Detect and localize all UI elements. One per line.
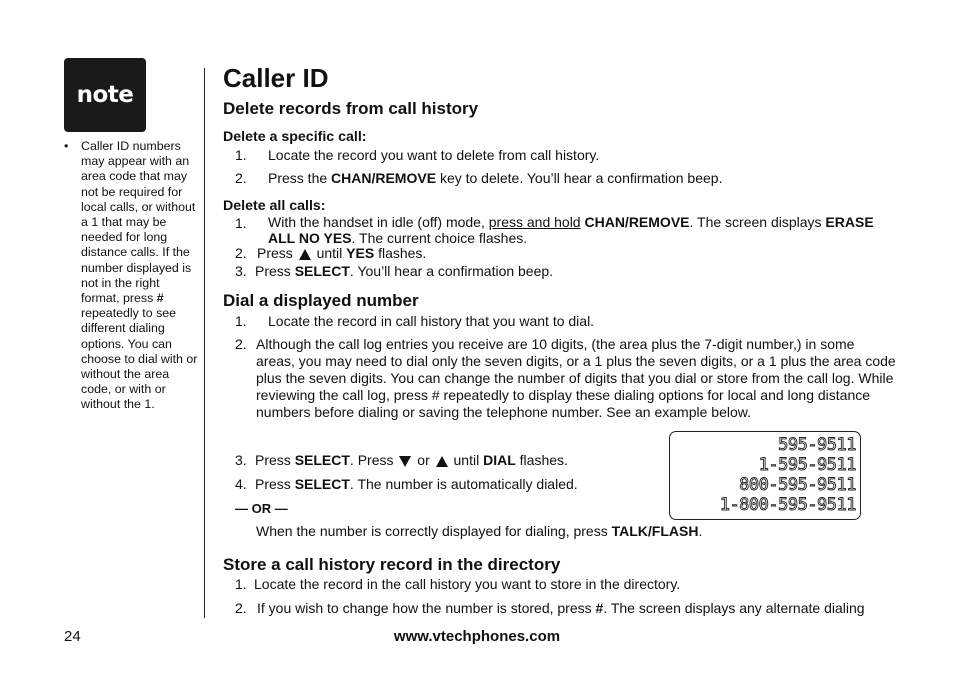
underlined-text: press and hold	[488, 214, 581, 230]
text-run: . The current choice flashes.	[351, 229, 528, 246]
key-label: DIAL	[483, 452, 516, 468]
or-separator: — OR —	[235, 501, 288, 516]
bullet-glyph: •	[64, 139, 69, 153]
text-run: . Press	[349, 452, 394, 468]
page-number: 24	[64, 628, 81, 645]
up-arrow-icon	[436, 456, 448, 467]
step-number: 3.	[235, 452, 247, 468]
note-text-start: Caller ID numbers may appear with an area code that may not be required for local calls, or without a 1 that may be needed for long distance calls. If the number displayed is not in the right format, press	[81, 139, 196, 306]
key-label: CHAN/REMOVE	[584, 214, 690, 230]
vertical-divider	[204, 68, 205, 618]
display-line: 595-9511	[778, 435, 856, 455]
note-key: #	[156, 291, 164, 306]
section-heading-delete: Delete records from call history	[223, 99, 479, 118]
list-item	[235, 263, 553, 280]
list-item	[235, 170, 722, 187]
list-item	[235, 215, 897, 246]
list-item	[235, 313, 594, 330]
text-run: .	[698, 523, 703, 539]
step-number: 1.	[235, 313, 247, 329]
step-text	[257, 600, 865, 617]
handset-display-example	[669, 431, 861, 520]
list-item	[235, 476, 578, 493]
display-line: 1-595-9511	[758, 455, 856, 475]
text-run: Press	[255, 452, 291, 468]
text-run: or	[417, 452, 430, 468]
step-number: 2.	[235, 170, 247, 186]
key-label: TALK/FLASH	[611, 523, 699, 539]
step-text	[255, 452, 568, 469]
or-instruction	[256, 523, 702, 540]
key-label: SELECT	[294, 263, 350, 279]
down-arrow-icon	[399, 456, 411, 467]
step-text	[255, 263, 553, 280]
text-run: If you wish to change how the number is stored, press	[257, 600, 592, 616]
text-run: Press	[255, 263, 291, 279]
text-run: . The screen displays any alternate dialing	[603, 600, 865, 616]
step-number: 2.	[235, 245, 247, 261]
text-run: With the handset in idle (off) mode,	[268, 214, 485, 230]
step-number: 1.	[235, 215, 247, 231]
text-run: . The screen displays	[689, 214, 822, 230]
step-number: 1.	[235, 147, 247, 163]
text-run: When the number is correctly displayed for dialing, press	[256, 523, 608, 539]
step-number: 2.	[235, 600, 247, 616]
step-text: Locate the record you want to delete from call history.	[268, 147, 600, 163]
key-label: SELECT	[294, 476, 350, 492]
key-label: YES	[346, 245, 375, 261]
sidebar-note-text	[81, 139, 199, 413]
step-text	[257, 245, 426, 262]
step-number: 1.	[235, 576, 247, 592]
note-badge-label: note	[76, 82, 134, 108]
key-label: SELECT	[294, 452, 350, 468]
text-run: until	[316, 245, 343, 261]
section-heading-dial: Dial a displayed number	[223, 291, 419, 310]
text-run: flashes.	[378, 245, 427, 261]
display-line: 800-595-9511	[739, 475, 856, 495]
section-heading-store: Store a call history record in the directory	[223, 555, 561, 574]
step-number: 4.	[235, 476, 247, 492]
sidebar-note	[64, 139, 199, 413]
step-text: Locate the record in the call history you want to store in the directory.	[254, 576, 681, 592]
text-run: Press the	[268, 170, 328, 186]
page-title: Caller ID	[223, 63, 329, 93]
step-text: Although the call log entries you receive are 10 digits, (the area plus the 7-digit number,) in some areas, you may need to dial only the seven digits, or a 1 plus the seven digits, or a 1 plus the area code plus the seven digits. You can change the number of digits that you dial or store from the call log. While reviewing the call log, press # repeatedly to display these dialing options for local and long distance numbers before dialing or saving the telephone number. See an example below.	[256, 336, 896, 420]
list-item	[235, 245, 426, 262]
subheading-delete-specific: Delete a specific call:	[223, 129, 367, 145]
step-text	[268, 170, 722, 187]
step-number: 3.	[235, 263, 247, 279]
text-run: until	[453, 452, 480, 468]
step-text	[268, 215, 897, 246]
step-text: Locate the record in call history that you want to dial.	[268, 313, 595, 329]
step-text	[255, 476, 578, 493]
key-label: CHAN/REMOVE	[331, 170, 437, 186]
display-line: 1-800-595-9511	[719, 495, 856, 515]
list-item	[235, 576, 680, 593]
text-run: Press	[257, 245, 293, 261]
list-item	[235, 147, 599, 164]
text-run: flashes.	[519, 452, 568, 468]
list-item	[235, 452, 568, 469]
list-item	[235, 600, 865, 617]
text-run: . The number is automatically dialed.	[349, 476, 578, 492]
note-badge	[64, 58, 146, 132]
step-number: 2.	[235, 336, 247, 352]
text-run: Press	[255, 476, 291, 492]
note-text-end: repeatedly to see different dialing options. You can choose to dial with or without the area code, or with or without the 1.	[81, 306, 198, 412]
up-arrow-icon	[299, 249, 311, 260]
text-run: . You’ll hear a confirmation beep.	[349, 263, 554, 279]
key-label: #	[595, 600, 604, 616]
key-label: ERASE ALL NO YES	[268, 214, 874, 246]
subheading-delete-all: Delete all calls:	[223, 198, 326, 214]
list-item	[235, 336, 897, 421]
footer-url: www.vtechphones.com	[393, 628, 561, 645]
text-run: key to delete. You’ll hear a confirmation beep.	[439, 170, 723, 186]
